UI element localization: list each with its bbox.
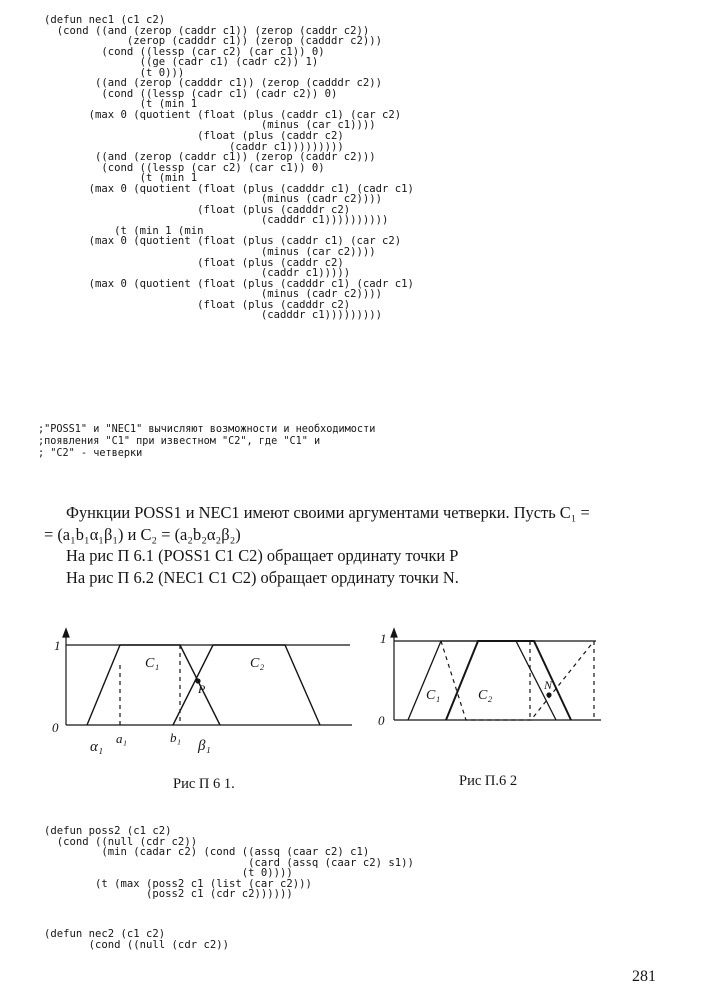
- b1-label: b₁: [170, 730, 182, 745]
- a1-label: a₁: [116, 731, 128, 746]
- curve-c2: [173, 645, 320, 725]
- code-block-poss2: (defun poss2 (c1 c2) (cond ((null (cdr c2)) (min (cadar c2) (cond ((assq (caar c2) c1) (card (assq (caar c2) s1)) (t 0)))) (t (max (poss2 c1 (list (car c2))) (poss2 c1 (cdr c2)))))): [44, 825, 414, 901]
- code-comments: ;"POSS1" и "NEC1" вычисляют возможности и необходимости ;появления "C1" при известном "C2", где "C1" и ; "C2" - четверки: [38, 424, 376, 459]
- curve-c1-complement: [441, 641, 594, 720]
- y-zero-label: 0: [52, 720, 59, 735]
- curve-c2: [446, 641, 571, 720]
- code-block-nec1: (defun nec1 (c1 c2) (cond ((and (zerop (caddr c1)) (zerop (caddr c2)) (zerop (cadddr c1)) (zerop (cadddr c2))) (cond ((lessp (car c2) (car c1)) 0) ((ge (cadr c1) (cadr c2)) 1) (t 0))) ((and (zerop (cadddr c1)) (zerop (cadddr c2)) (cond ((lessp (cadr c1) (cadr c2)) 0) (t (min 1 (max 0 (quotient (float (plus (caddr c1) (car c2) (minus (car c1)))) (float (plus (caddr c2) (caddr c1))))))))) ((and (zerop (caddr c1)) (zerop (caddr c2))) (cond ((lessp (car c2) (car c1)) 0) (t (min 1 (max 0 (quotient (float (plus (cadddr c1) (cadr c1) (minus (cadr c2)))) (float (plus (cadddr c2) (cadddr c1)))))))))) (t (min 1 (min (max 0 (quotient (float (plus (caddr c1) (car c2) (minus (car c2)))) (float (plus (caddr c2) (caddr c1))))) (max 0 (quotient (float (plus (cadddr c1) (cadr c1) (minus (cadr c2)))) (float (plus (cadddr c2) (cadddr c1))))))))): [44, 14, 414, 322]
- curve-c2-label: C₂: [478, 688, 493, 703]
- figure-1-caption: Рис П 6 1.: [173, 776, 235, 792]
- curve-c1-label: C₁: [426, 688, 441, 703]
- y-zero-label: 0: [378, 713, 385, 728]
- y-one-label: 1: [54, 638, 61, 653]
- paragraph-line-2: = (a₁b₁α₁β₁) и C₂ = (a₂b₂α₂β₂): [44, 525, 241, 544]
- curve-c1-label: C₁: [145, 656, 160, 671]
- alpha1-label: α₁: [90, 739, 104, 755]
- page-number: 281: [632, 968, 656, 985]
- curve-c2-label: C₂: [250, 656, 265, 671]
- y-one-label: 1: [380, 631, 387, 646]
- figure-poss1: [30, 625, 360, 770]
- paragraph-line-4: На рис П 6.2 (NEC1 C1 C2) обращает ординату точки N.: [66, 568, 459, 587]
- point-n: [546, 692, 551, 697]
- figure-nec1: [366, 625, 606, 745]
- curve-c1: [408, 641, 556, 720]
- paragraph-line-3: На рис П 6.1 (POSS1 C1 C2) обращает ординату точки P: [66, 546, 459, 565]
- figure-2-caption: Рис П.6 2: [459, 773, 518, 789]
- paragraph-line-1: Функции POSS1 и NEC1 имеют своими аргументами четверки. Пусть C₁ =: [66, 503, 590, 522]
- beta1-label: β₁: [198, 738, 211, 754]
- y-axis-arrow: [63, 629, 69, 637]
- point-n-label: N: [544, 678, 553, 692]
- y-axis-arrow: [391, 629, 397, 637]
- point-p-label: P: [198, 682, 206, 696]
- code-block-nec2: (defun nec2 (c1 c2) (cond ((null (cdr c2)): [44, 928, 229, 951]
